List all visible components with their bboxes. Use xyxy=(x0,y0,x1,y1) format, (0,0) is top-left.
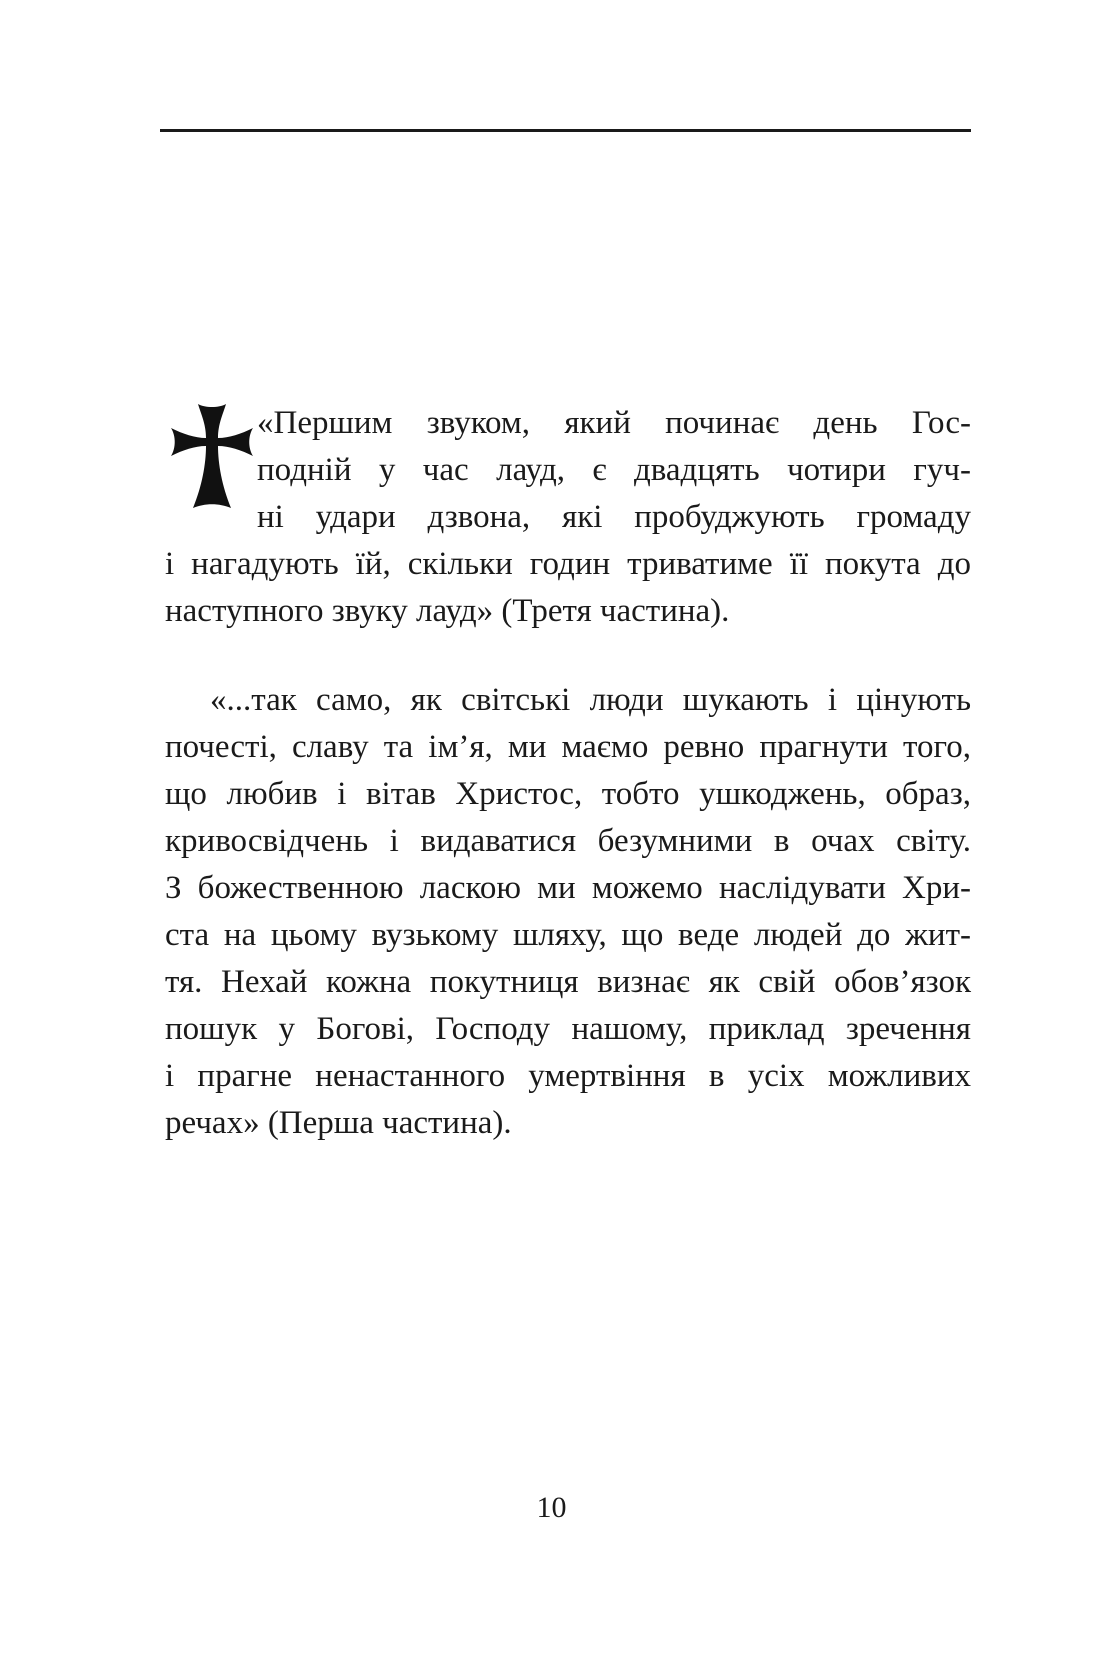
paragraph-first xyxy=(165,400,971,635)
header-rule xyxy=(160,129,971,132)
paragraph-2-line-3: що любив і вітав Христос, тобто ушкоджень, образ, xyxy=(165,776,971,812)
page-number: 10 xyxy=(536,1491,567,1524)
paragraph-2-line-6: ста на цьому вузькому шляху, що веде людей до жит- xyxy=(165,917,971,953)
paragraph-second xyxy=(165,677,971,1147)
paragraph-2-line-8: пошук у Богові, Господу нашому, приклад зречення xyxy=(165,1011,971,1047)
paragraph-2-line-1: «...так само, як світські люди шукають і цінують xyxy=(210,682,971,718)
paragraph-2-line-5: З божественною ласкою ми можемо наслідувати Хри- xyxy=(165,870,971,906)
paragraph-2-line-4: кривосвідчень і видаватися безумними в очах світу. xyxy=(165,823,971,859)
body-text xyxy=(165,400,971,1147)
paragraph-2-line-9: і прагне ненастанного умертвіння в усіх можливих xyxy=(165,1058,971,1094)
paragraph-1-line-3: ні удари дзвона, які пробуджують громаду xyxy=(257,499,971,535)
paragraph-1-line-2: подній у час лауд, є двадцять чотири гуч- xyxy=(257,452,971,488)
cross-patty-icon xyxy=(169,402,255,512)
paragraph-1-line-4: і нагадують їй, скільки годин триватиме її покута до xyxy=(165,546,971,582)
paragraph-1-line-1: «Першим звуком, який починає день Гос- xyxy=(257,405,971,441)
paragraph-1-line-5: наступного звуку лауд» (Третя частина). xyxy=(165,593,730,629)
paragraph-2-line-10: речах» (Перша частина). xyxy=(165,1105,512,1141)
paragraph-2-line-7: тя. Нехай кожна покутниця визнає як свій обов’язок xyxy=(165,964,971,1000)
paragraph-2-line-2: почесті, славу та ім’я, ми маємо ревно прагнути того, xyxy=(165,729,971,765)
